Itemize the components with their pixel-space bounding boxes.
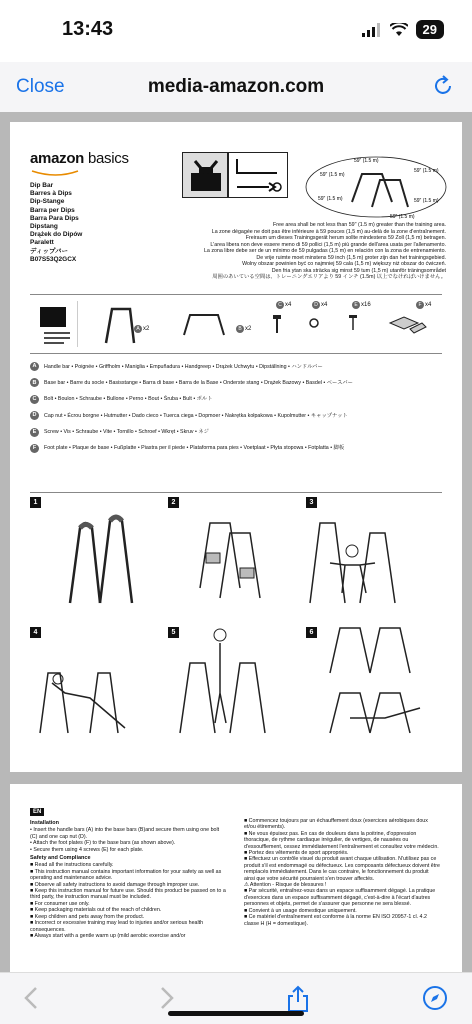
part-label-a [134,325,149,333]
dim-label-6: 59" (1.5 m) [390,214,415,220]
language-tag: EN [30,808,44,816]
home-indicator [168,1011,304,1016]
legend-row [30,444,442,453]
document-viewer[interactable] [0,112,472,972]
product-name: Dip-Stange [30,198,65,206]
legend-text: Bolt • Boulon • Schraube • Bullone • Perno • Bout • Śruba • Bult • ボルト [44,396,213,403]
instructions-left-column [30,818,226,939]
legend-row [30,395,442,404]
status-time: 13:43 [62,18,114,40]
legend-text: Screw • Vis • Schraube • Vite • Tornillo • Schroef • Wkręt • Skruv • ネジ [44,429,209,436]
parts-box-icon [34,301,78,347]
instruction-item: ■ For consumer use only. [30,900,90,907]
product-name: Dip Bar [30,182,54,189]
part-label-f [416,301,431,309]
clearance-text [146,222,446,281]
legend-row [30,411,442,420]
part-letter: D [312,301,320,309]
part-label-c [276,301,291,309]
legend-letter: F [30,444,39,453]
legend-row [30,378,442,387]
assembly-illustrations [30,493,442,763]
clearance-line: L'area libera non deve essere meno di 59 pollici (1,5 m) più grande dell'area usata per l'allenamento. [210,241,446,248]
dim-label-1: 59" (1.5 m) [320,172,345,178]
clearance-line: Wolny obszar powinien być co najmniej 59 cala (1,5 m) większy niż obszar do ćwiczeń. [242,261,446,267]
instruction-item: ■ Keep packaging materials out of the reach of children. [30,907,162,914]
manual-page-2 [10,784,462,972]
brand-logo [30,150,129,167]
instruction-item: ■ Always start with a gentle warm up (mild aerobic exercise and/or [30,932,186,939]
step-3: 3 [306,497,317,508]
battery-indicator: 29 [416,20,444,39]
instruction-item: • Attach the foot plates (F) to the base bars (as shown above). [30,840,176,847]
instruction-item: ■ Keep children and pets away from the product. [30,913,145,920]
part-qty: x2 [245,326,252,332]
close-button[interactable]: Close [16,76,65,97]
instruction-item: ■ Ce matériel d'entraînement est conforme à la norme EN ISO 20957-1 cl. 4.2 classe H (H = domestique). [244,914,427,927]
brand-bold: amazon [30,150,85,167]
product-name: Barra per Dips [30,206,75,214]
instructions-right-column [244,818,440,927]
legend-text: Foot plate • Plaque de base • Fußplatte • Piastra per il piede • Plataforma para pies • Voetplaat • Płyta stopowa • Fotplatta • 脚板 [44,445,345,452]
product-name: Paralett [30,239,54,247]
clearance-diagram [302,152,450,222]
step-2: 2 [168,497,179,508]
legend-text: Base bar • Barre du socle • Basisstange • Barra di base • Barra de la Base • Onderste stang • Drążek Bazowy • Basdel • ベースバー [44,379,353,386]
instruction-item: ⚠ Attention - Risque de blessures ! [244,882,327,889]
screw-icon [348,315,358,331]
legend-text: Handle bar • Poignée • Griffholm • Maniglia • Empuñadura • Handgreep • Drążek Uchwytu • Dipställning • ハンドルバー [44,363,323,370]
instruction-item: ■ Ne vous épuisez pas. En cas de douleurs dans la poitrine, d'oppression thoracique, de rythme cardiaque irrégulier, de vertiges, de nausées ou d'essoufflement, cessez immédiatement l'entraînement et consultez votre médecin. [244,830,439,850]
clearance-line: La zone dégagée ne doit pas être inférieure à 59 pouces (1,5 m) au-delà de la zone d'entraînement. [211,228,446,235]
product-name: Dipstang [30,223,58,231]
bottom-toolbar [0,972,472,1024]
clearance-line: La zona libre debe ser de un mínimo de 59 pulgadas (1,5 m) en relación con la zona de entrenamiento. [203,248,446,254]
legend-row [30,428,442,437]
foot-plate-icon [388,313,428,337]
nav-title: media-amazon.com [147,76,325,97]
part-b-icon [180,305,230,341]
instruction-item: ■ Incorrect or excessive training may lead to injuries and/or serious health consequences. [30,920,204,933]
smile-logo-icon [30,169,82,177]
step-5: 5 [168,627,179,638]
instruction-item: ■ Read all the instructions carefully. [30,862,114,869]
part-qty: x4 [285,302,292,308]
wifi-icon [390,23,408,37]
forward-icon[interactable] [158,985,176,1011]
product-name: B07S53Q2GCX [30,255,77,263]
product-name: ディップバー [30,247,68,255]
hex-key-icon [228,152,288,198]
section-heading: Safety and Compliance [30,855,91,862]
part-label-e [352,301,371,309]
reload-icon[interactable] [432,74,454,98]
product-names [30,182,82,264]
status-icons [362,20,444,39]
legend-letter: A [30,362,39,371]
dim-label-2: 59" (1.5 m) [354,158,379,164]
dim-label-5: 59" (1.5 m) [318,196,343,202]
legend-letter: C [30,395,39,404]
part-qty: x4 [321,302,328,308]
manual-page-1 [10,122,462,772]
product-name: Drążek do Dipów [30,231,83,239]
legend-letter: E [30,428,39,437]
brand-light: basics [87,150,129,167]
instruction-item: • Secure them using 4 screws (E) for each plate. [30,846,144,853]
instruction-item: ■ This instruction manual contains important information for your safety as well as operating and maintenance advice. [30,868,222,882]
part-label-d [312,301,327,309]
tools-box-icon [182,152,228,198]
legend-letter: D [30,411,39,420]
clearance-line: 周囲のあいている空間は、トレーニングエリアより 59 インチ (1.5m) 以上でなければいけません。 [212,274,446,280]
part-qty: x16 [361,302,371,308]
instruction-item: ■ Commencez toujours par un échauffement doux (exercices aérobiques doux et/ou étirements). [244,818,428,831]
parts-legend [30,362,442,460]
parts-list [30,294,442,354]
part-a-icon [100,303,140,345]
step-4: 4 [30,627,41,638]
legend-letter: B [30,378,39,387]
status-bar [0,0,472,62]
legend-row [30,362,442,371]
instruction-item: ■ Par sécurité, entraînez-vous dans un espace suffisamment dégagé. La pratique d'exercices dans un espace suffisamment dégagé, c'est-à-dire à l'écart d'autres personnes et objets, permet de s'assurer que personne ne sera blessé. [244,888,436,908]
step-1: 1 [30,497,41,508]
dim-label-3: 59" (1.5 m) [414,168,439,174]
part-qty: x2 [143,326,150,332]
clearance-line: Free area shall be not less than 59" (1.5 m) greater than the training area. [273,222,446,228]
instruction-item: ■ Effectuez un contrôle visuel du produit avant chaque utilisation. N'utilisez pas ce produit s'il est endommagé ou défectueux. Les composants défectueux doivent être remplacés immédiatement. Dans le cas contraire, le fonctionnement du produit ainsi que votre sécurité pourraient s'en trouver affectés. [244,856,440,882]
compass-icon[interactable] [422,985,448,1011]
product-name: Barres à Dips [30,190,72,198]
part-letter: C [276,301,284,309]
instruction-item: ■ Observe all safety instructions to avoid damage through improper use. [30,881,200,888]
section-heading: Installation [30,820,60,826]
part-letter: A [134,325,142,333]
part-letter: E [352,301,360,309]
part-letter: B [236,325,244,333]
instruction-item: ■ Convient à un usage domestique uniquement. [244,907,357,914]
clearance-line: Den fria ytan ska sträcka sig minst 59 tum (1,5 m) utanför träningsområdet [271,267,446,274]
signal-icon [362,23,382,37]
assembly-steps [30,492,442,762]
instruction-item: • Insert the handle bars (A) into the base bars (B)and secure them using one bolt (C) and one cap nut (D). [30,827,220,840]
back-icon[interactable] [22,985,40,1011]
bolt-icon [270,315,284,335]
part-qty: x4 [425,302,432,308]
step-6: 6 [306,627,317,638]
instruction-item: ■ Portez des vêtements de sport appropriés. [244,850,349,857]
dim-label-4: 59" (1.5 m) [414,198,439,204]
product-name: Barra Para Dips [30,214,79,222]
cap-nut-icon [308,317,320,329]
legend-text: Cap nut • Écrou borgne • Hutmutter • Dado cieco • Tuerca ciega • Dopmoer • Nakrętka kołpakowa • Kupolmutter • キャップナット [44,412,348,419]
clearance-line: De vrije ruimte moet minstens 59 inch (1,5 m) groter zijn dan het trainingsgebied. [256,254,446,261]
clearance-line: Freiraum um dieses Trainingsgerät herum sollte mindestens 59 Zoll (1,5 m) betragen. [245,235,446,241]
share-icon[interactable] [286,985,310,1013]
instruction-item: ■ Keep this instruction manual for future use. Should this product be passed on to a third party, the instruction manual must be included. [30,888,226,901]
part-letter: F [416,301,424,309]
nav-bar [0,62,472,112]
part-label-b [236,325,251,333]
